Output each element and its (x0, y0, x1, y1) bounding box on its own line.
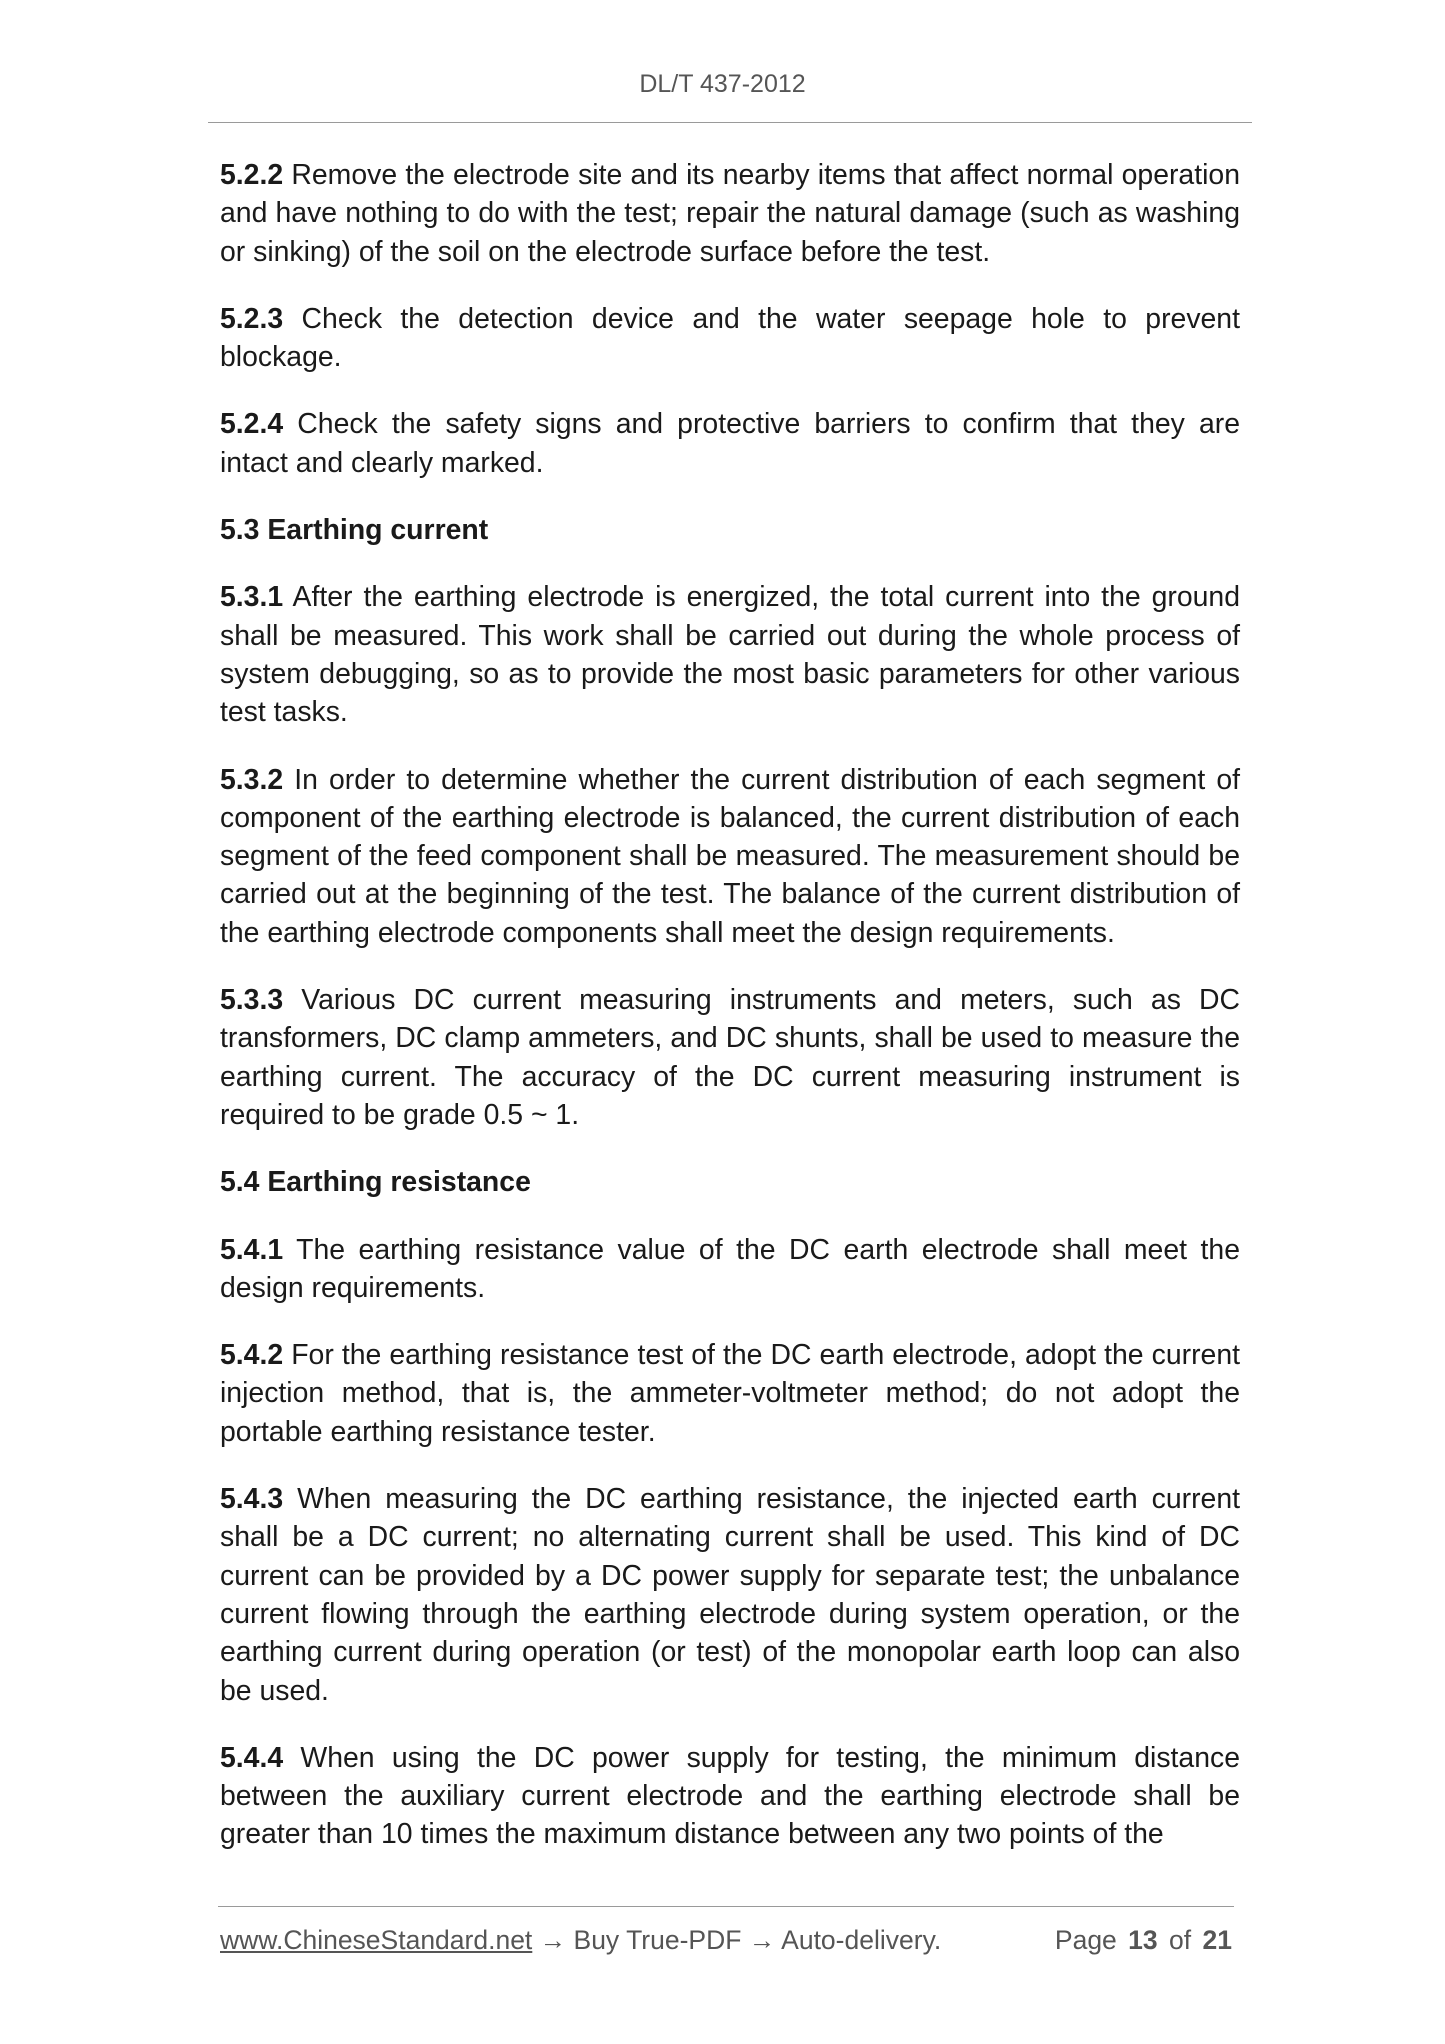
clause-number: 5.2.2 (220, 159, 284, 191)
clause-text: Various DC current measuring instruments and meters, such as DC transformers, DC clamp ammeters, and DC shunts, shall be used to measure the earthing current. The accuracy of the DC current measuring instrument is required to be grade 0.5 ~ 1. (220, 984, 1240, 1131)
document-code-header: DL/T 437-2012 (639, 70, 806, 98)
clause-number: 5.3.3 (220, 984, 284, 1017)
clause-number: 5.4.1 (220, 1233, 284, 1266)
clause-number: 5.4.2 (220, 1339, 284, 1372)
clause-paragraph (220, 981, 1240, 1134)
page-indicator (1051, 1925, 1232, 1956)
clause-paragraph (220, 405, 1240, 482)
header-divider (208, 122, 1252, 123)
page-footer (220, 1925, 1232, 1956)
clause-number: 5.3.2 (220, 763, 284, 796)
clause-number: 5.4.4 (220, 1741, 284, 1774)
clause-text: The earthing resistance value of the DC earth electrode shall meet the design requirements. (220, 1233, 1240, 1304)
clause-paragraph (220, 761, 1240, 952)
clause-text: Check the safety signs and protective barriers to confirm that they are intact and clearly marked. (220, 408, 1240, 479)
clause-text: For the earthing resistance test of the DC earth electrode, adopt the current injection method, that is, the ammeter-voltmeter method; do not adopt the portable earthing resistance tester. (220, 1339, 1240, 1448)
page-number: 13 (1128, 1925, 1158, 1955)
of-label: of (1169, 1925, 1192, 1955)
clause-paragraph (220, 1739, 1240, 1854)
clause-text: Remove the electrode site and its nearby items that affect normal operation and have nothing to do with the test; repair the natural damage (such as washing or sinking) of the soil on the electrode surface before the test. (220, 159, 1240, 268)
clause-paragraph (220, 1336, 1240, 1451)
clause-text: Check the detection device and the water seepage hole to prevent blockage. (220, 302, 1240, 374)
clause-paragraph (220, 1231, 1240, 1308)
clause-paragraph (220, 156, 1240, 271)
clause-text: When using the DC power supply for testing, the minimum distance between the auxiliary current electrode and the earthing electrode shall be greater than 10 times the maximum distance between any two points of the (220, 1741, 1240, 1851)
page-label: Page (1054, 1925, 1117, 1955)
footer-promo (220, 1925, 941, 1956)
footer-promo-text: → Buy True-PDF → Auto-delivery. (532, 1925, 942, 1955)
section-heading: 5.3 Earthing current (220, 514, 489, 547)
clause-paragraph (220, 1480, 1240, 1710)
clause-text: When measuring the DC earthing resistance, the injected earth current shall be a DC current; no alternating current shall be used. This kind of DC current can be provided by a DC power supply for separate test; the unbalance current flowing through the earthing electrode during system operation, or the earthing current during operation (or test) of the monopolar earth loop can also be used. (220, 1483, 1240, 1707)
clause-number: 5.3.1 (220, 581, 284, 614)
clause-number: 5.2.3 (220, 302, 284, 335)
clause-number: 5.4.3 (220, 1483, 284, 1516)
clause-number: 5.2.4 (220, 408, 284, 441)
clause-paragraph (220, 300, 1240, 377)
clause-text: In order to determine whether the current distribution of each segment of component of the earthing electrode is balanced, the current distribution of each segment of the feed component shall be measured. The measurement should be carried out at the beginning of the test. The balance of the current distribution of the earthing electrode components shall meet the design requirements. (220, 763, 1240, 949)
clause-paragraph (220, 578, 1240, 731)
page-total: 21 (1202, 1925, 1232, 1955)
section-heading: 5.4 Earthing resistance (220, 1166, 531, 1199)
document-body (220, 156, 1240, 1883)
clause-text: After the earthing electrode is energized, the total current into the ground shall be measured. This work shall be carried out during the whole process of system debugging, so as to provide the most basic parameters for other various test tasks. (220, 581, 1240, 729)
footer-divider (218, 1906, 1234, 1907)
website-link[interactable]: www.ChineseStandard.net (220, 1925, 533, 1955)
